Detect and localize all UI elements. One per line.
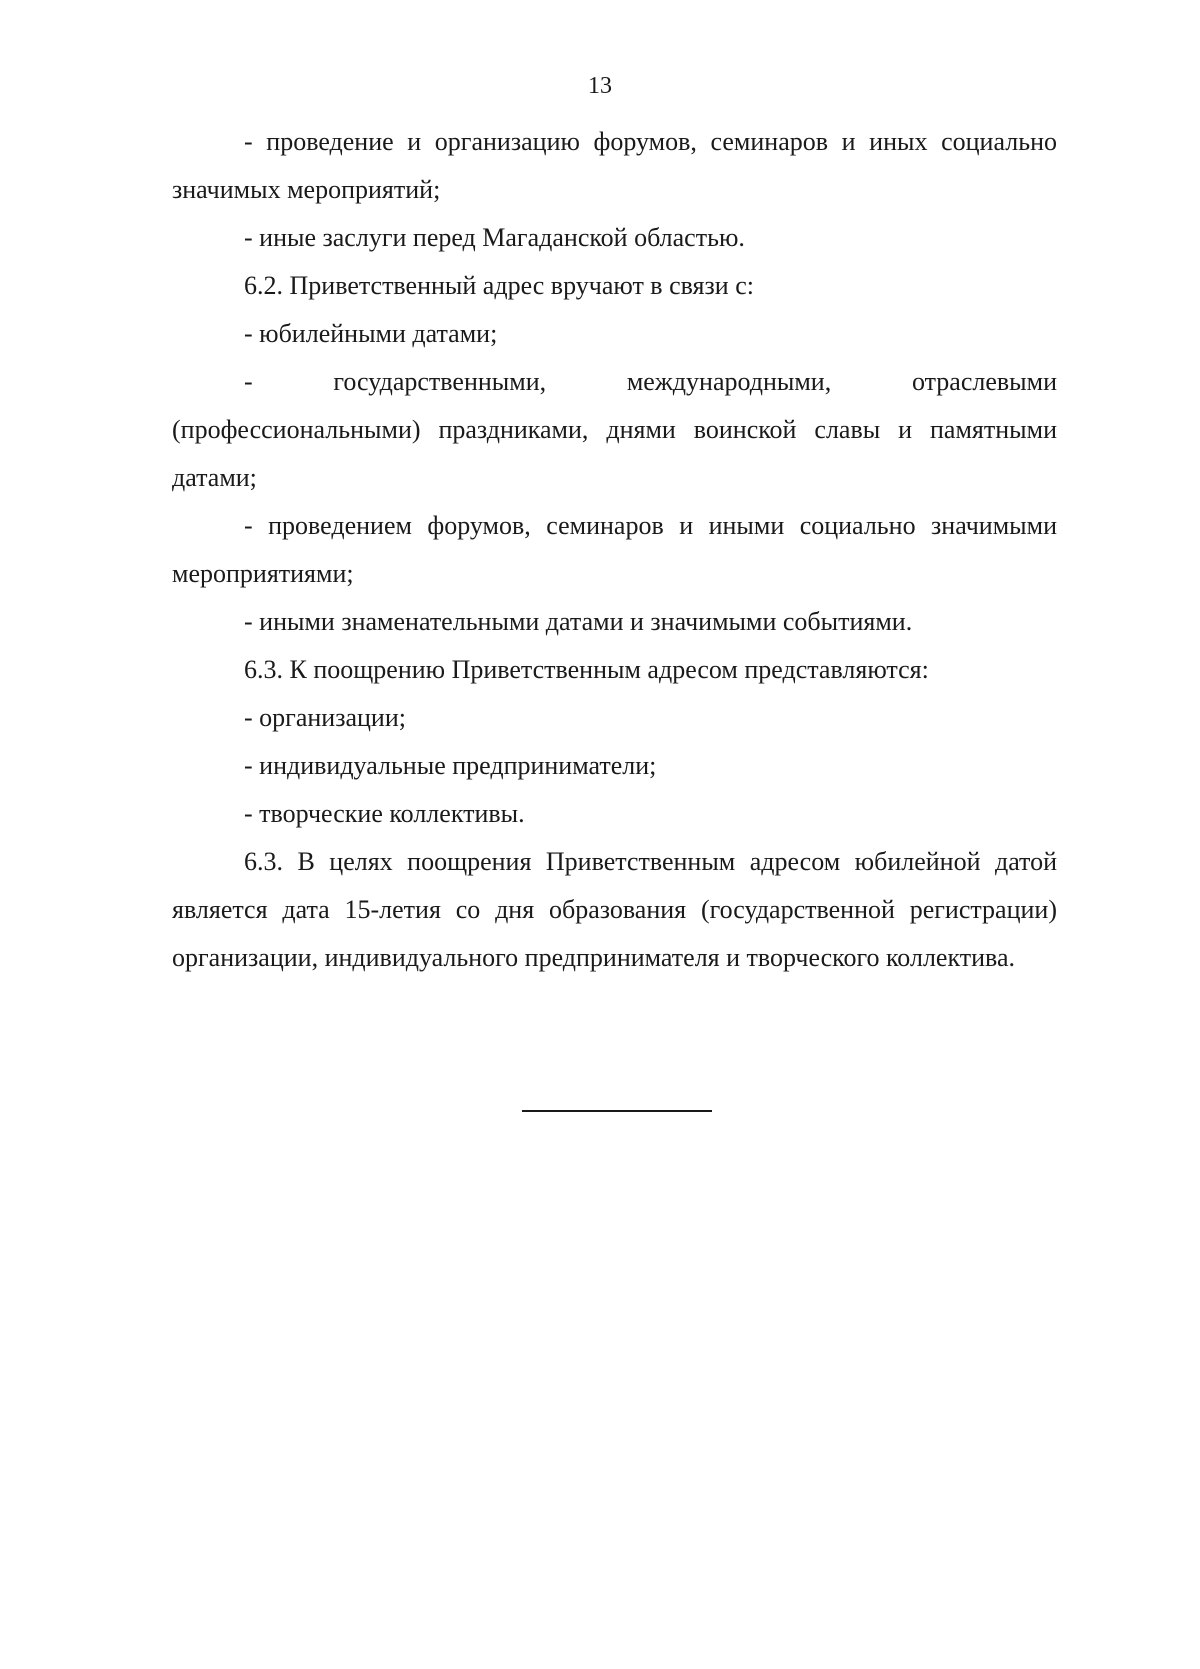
- paragraph: - организации;: [244, 703, 406, 732]
- paragraph: 6.3. В целях поощрения Приветственным адресом юбилейной датой является дата 15-летия со дня образования (государственной регистрации) организации, индивидуального предпринимателя и творческого коллектива.: [172, 847, 1057, 972]
- paragraph: - юбилейными датами;: [244, 319, 498, 348]
- document-body: [172, 118, 1057, 982]
- paragraph: - проведением форумов, семинаров и иными социально значимыми мероприятиями;: [172, 511, 1057, 588]
- paragraph: - иными знаменательными датами и значимыми событиями.: [244, 607, 913, 636]
- paragraph: - индивидуальные предприниматели;: [244, 751, 657, 780]
- paragraph: - творческие коллективы.: [244, 799, 525, 828]
- paragraph: 6.2. Приветственный адрес вручают в связи с:: [244, 271, 754, 300]
- paragraph: - проведение и организацию форумов, семинаров и иных социально значимых мероприятий;: [172, 127, 1057, 204]
- paragraph: - иные заслуги перед Магаданской областью.: [244, 223, 745, 252]
- end-separator-line: [522, 1110, 712, 1112]
- paragraph: - государственными, международными, отраслевыми (профессиональными) праздниками, днями воинской славы и памятными датами;: [172, 367, 1057, 492]
- page-number: 13: [588, 73, 612, 99]
- paragraph: 6.3. К поощрению Приветственным адресом представляются:: [244, 655, 929, 684]
